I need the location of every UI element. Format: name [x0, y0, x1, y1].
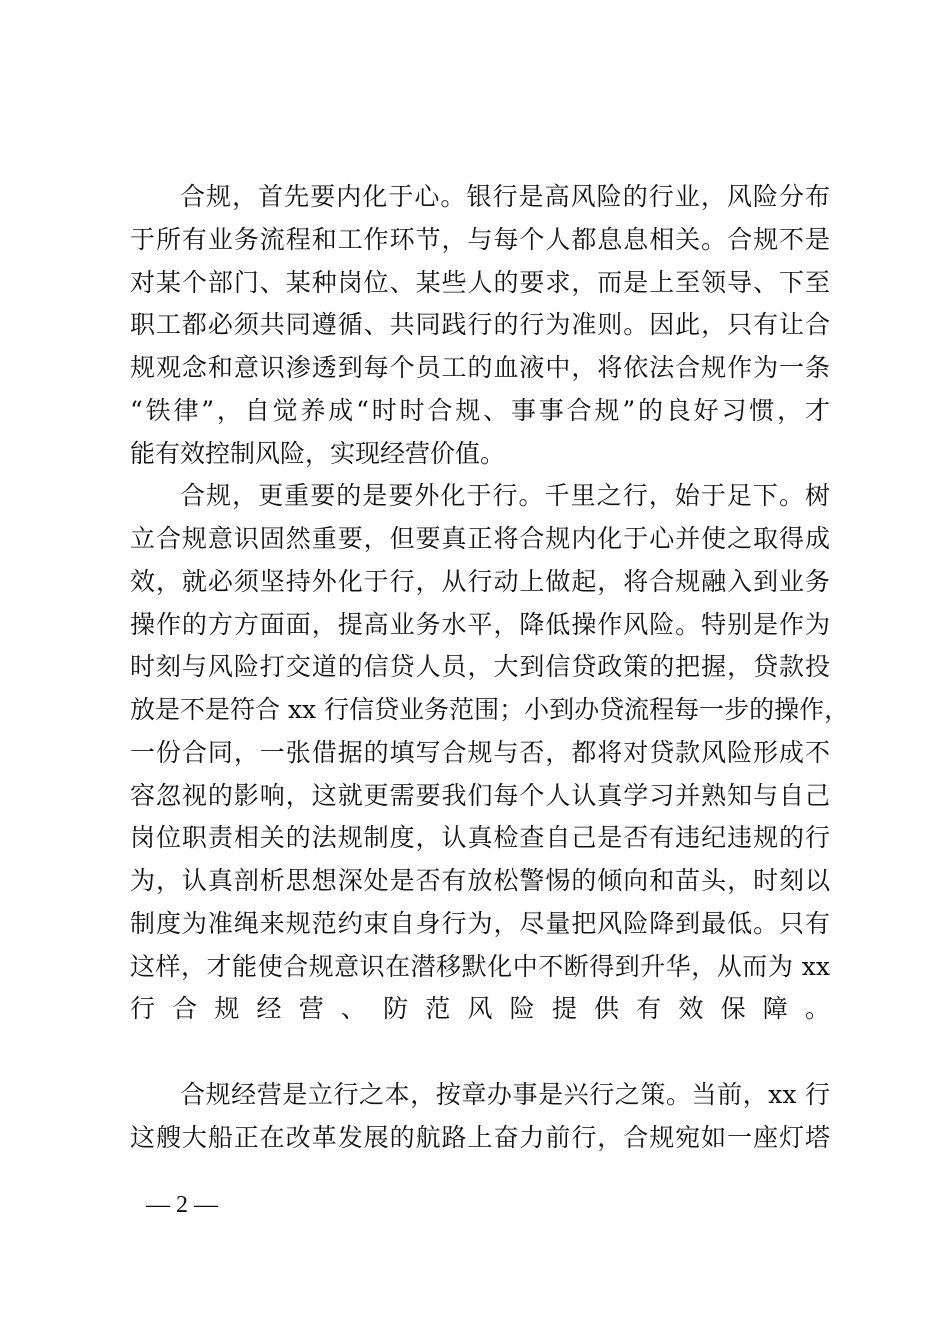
- text-line: 制度为准绳来规范约束自身行为，尽量把风险降到最低。只有: [130, 908, 830, 938]
- paragraph-compliance-externalize: [130, 475, 850, 1074]
- text-line: 容忽视的影响，这就更需要我们每个人认真学习并熟知与自己: [130, 780, 830, 810]
- text-line: 这样，才能使合规意识在潜移默化中不断得到升华，从而为 xx: [130, 951, 830, 981]
- text-line: 为，认真剖析思想深处是否有放松警惕的倾向和苗头，时刻以: [130, 866, 830, 895]
- text-line: 操作的方方面面，提高业务水平，降低操作风险。特别是作为: [130, 609, 830, 639]
- text-line: “铁律”，自觉养成“时时合规、事事合规”的良好习惯，才: [130, 395, 830, 425]
- text-line: 于所有业务流程和工作环节，与每个人都息息相关。合规不是: [130, 224, 830, 254]
- text-line: 规观念和意识渗透到每个员工的血液中，将依法合规作为一条: [130, 353, 830, 382]
- text-line: 这艘大船正在改革发展的航路上奋力前行，合规宛如一座灯塔: [130, 1122, 830, 1152]
- text-line: 合规，首先要内化于心。银行是高风险的行业，风险分布: [180, 182, 830, 211]
- text-line: 一份合同，一张借据的填写合规与否，都将对贷款风险形成不: [130, 737, 830, 767]
- paragraph-compliance-foundation: [130, 1074, 830, 1160]
- text-line: 放是不是符合 xx 行信贷业务范围；小到办贷流程每一步的操作，: [130, 695, 850, 724]
- text-line: 对某个部门、某种岗位、某些人的要求，而是上至领导、下至: [130, 267, 830, 297]
- text-line: 职工都必须共同遵循、共同践行的行为准则。因此，只有让合: [130, 310, 830, 340]
- text-line: 时刻与风险打交道的信贷人员，大到信贷政策的把握，贷款投: [130, 652, 830, 682]
- paragraph-compliance-internalize: [130, 176, 830, 475]
- text-line: 岗位职责相关的法规制度，认真检查自己是否有违纪违规的行: [130, 823, 830, 853]
- page-number: — 2 —: [146, 1192, 218, 1218]
- text-line: 行合规经营、防范风险提供有效保障。: [130, 994, 830, 1024]
- text-line: 立合规意识固然重要，但要真正将合规内化于心并使之取得成: [130, 524, 830, 553]
- text-line: 效，就必须坚持外化于行，从行动上做起，将合规融入到业务: [130, 566, 830, 596]
- body-text: [130, 176, 850, 1159]
- text-line: 能有效控制风险，实现经营价值。: [130, 438, 506, 468]
- text-line: 合规经营是立行之本，按章办事是兴行之策。当前，xx 行: [180, 1079, 830, 1109]
- text-line: 合规，更重要的是要外化于行。千里之行，始于足下。树: [180, 481, 830, 511]
- text-line: [130, 1031, 830, 1074]
